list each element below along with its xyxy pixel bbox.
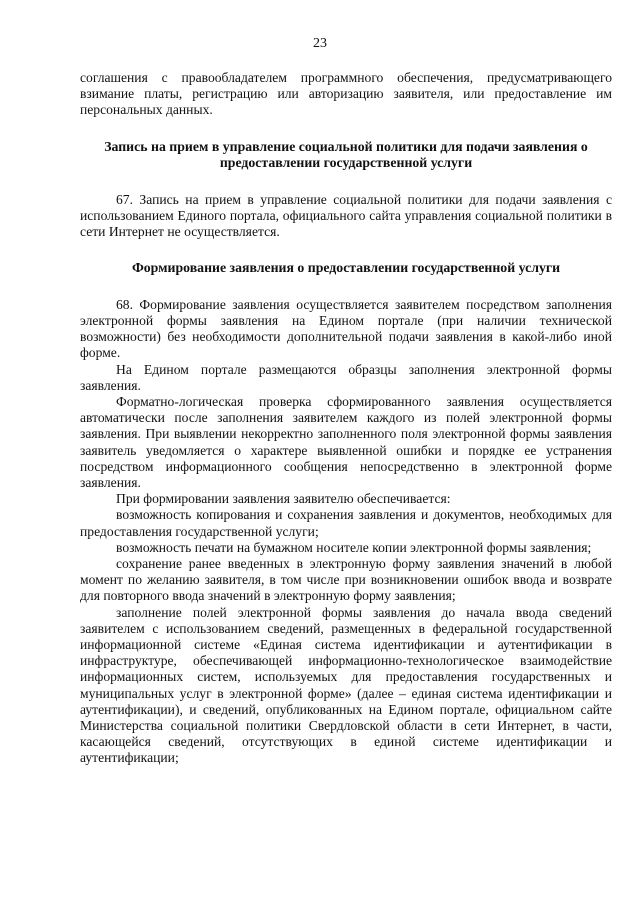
section-heading-appointment: Запись на прием в управление социальной политики для подачи заявления о предоставлении государственной услуги	[104, 138, 588, 171]
paragraph-68-provided: При формировании заявления заявителю обеспечивается:	[116, 491, 451, 507]
list-item-prefill: заполнение полей электронной формы заявления до начала ввода сведений заявителем с использованием сведений, размещенных в федеральной государственной информационной системе «Единая система идентификации и аутентификации в инфраструктуре, обеспечивающей информационно-технологическое взаимодействие информационных систем, используемых для предоставления государственных и муниципальных услуг в электронной форме» (далее – единая система идентификации и аутентификации), и сведений, опубликованных на Едином портале, официальном сайте Министерства социальной политики Свердловской области в сети Интернет, в части, касающейся сведений, отсутствующих в единой системе идентификации и аутентификации;	[80, 604, 612, 766]
paragraph-68-validation: Форматно-логическая проверка сформированного заявления осуществляется автоматически после заполнения заявителем каждого из полей электронной формы заявления. При выявлении некорректно заполненного поля электронной формы заявления заявитель уведомляется о характере выявленной ошибки и порядке ее устранения посредством информационного сообщения непосредственно в электронной форме заявления.	[80, 393, 612, 490]
list-item-save: сохранение ранее введенных в электронную форму заявления значений в любой момент по желанию заявителя, в том числе при возникновении ошибок ввода и возврате для повторного ввода значений в электронную форму заявления;	[80, 555, 612, 604]
section-heading-application: Формирование заявления о предоставлении государственной услуги	[131, 260, 561, 276]
paragraph-67: 67. Запись на прием в управление социальной политики для подачи заявления с использованием Единого портала, официального сайта управления социальной политики в сети Интернет не осуществляется.	[80, 191, 612, 240]
list-item-print: возможность печати на бумажном носителе копии электронной формы заявления;	[116, 539, 592, 555]
paragraph-68: 68. Формирование заявления осуществляется заявителем посредством заполнения электронной формы заявления на Едином портале (при наличии технической возможности) без необходимости дополнительной подачи заявления в какой-либо иной форме.	[80, 296, 612, 361]
list-item-copy: возможность копирования и сохранения заявления и документов, необходимых для предоставления государственной услуги;	[80, 507, 612, 539]
page-number: 23	[313, 36, 327, 51]
paragraph-68-samples: На Едином портале размещаются образцы заполнения электронной формы заявления.	[80, 361, 612, 393]
document-body	[80, 70, 612, 767]
paragraph-continuation: соглашения с правообладателем программного обеспечения, предусматривающего взимание платы, регистрацию или авторизацию заявителя, или предоставление им персональных данных.	[80, 70, 612, 118]
